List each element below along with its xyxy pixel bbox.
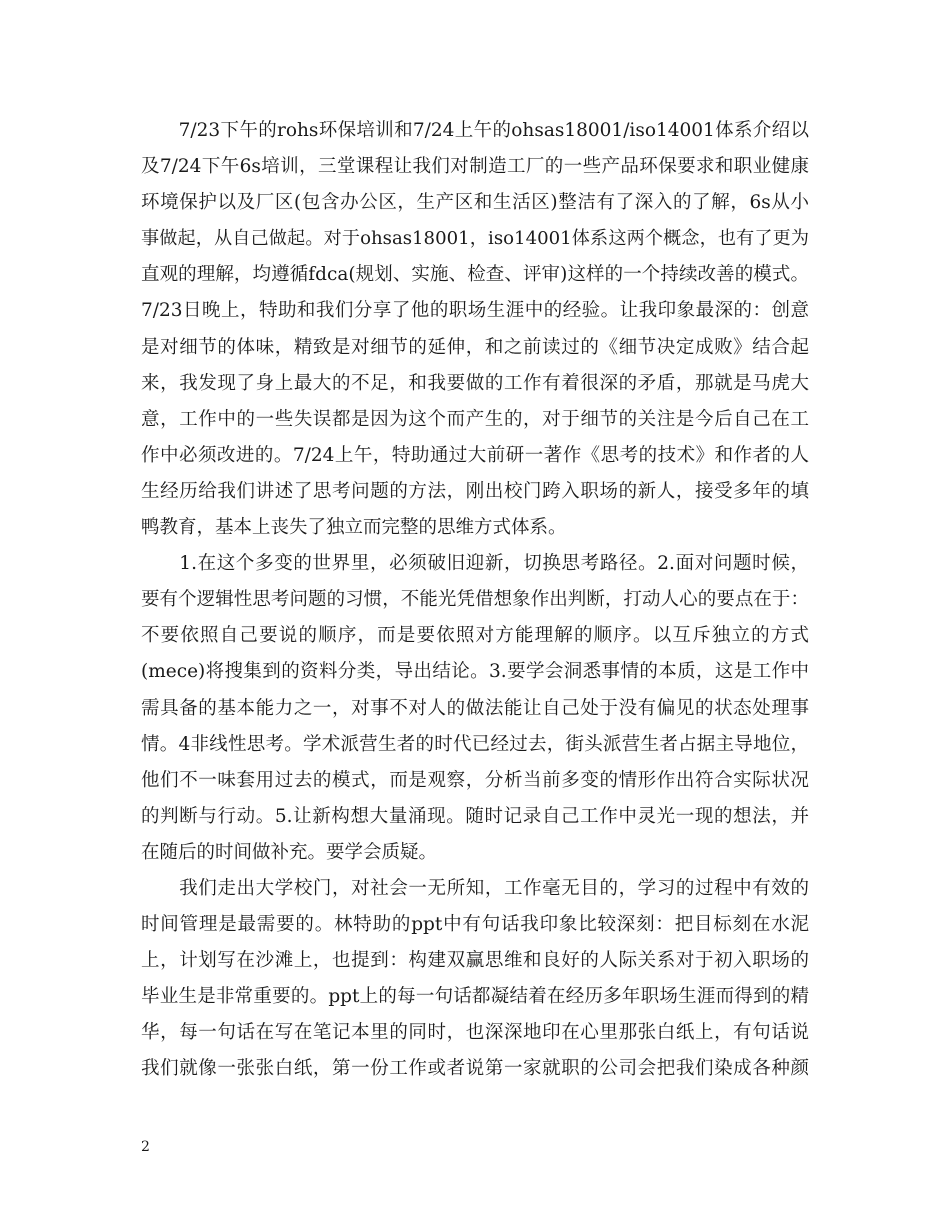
paragraph	[141, 871, 809, 1088]
text-line: 7/23日晚上，特助和我们分享了他的职场生涯中的经验。让我印象最深的：创意	[141, 300, 809, 322]
text-line: 需具备的基本能力之一，对事不对人的做法能让自己处于没有偏见的状态处理事	[141, 697, 809, 719]
page-number: 2	[141, 1139, 150, 1155]
text-line: 情。4非线性思考。学术派营生者的时代已经过去，街头派营生者占据主导地位，	[141, 733, 809, 755]
text-line: 在随后的时间做补充。要学会质疑。	[141, 841, 438, 863]
text-line: 时间管理是最需要的。林特助的ppt中有句话我印象比较深刻：把目标刻在水泥	[141, 914, 809, 936]
paragraph	[141, 113, 809, 546]
text-line: 及7/24下午6s培训，三堂课程让我们对制造工厂的一些产品环保要求和职业健康	[141, 156, 809, 178]
text-line: 我们就像一张张白纸，第一份工作或者说第一家就职的公司会把我们染成各种颜	[141, 1058, 809, 1080]
text-line: 不要依照自己要说的顺序，而是要依照对方能理解的顺序。以互斥独立的方式	[141, 625, 809, 647]
text-line: 作中必须改进的。7/24上午，特助通过大前研一著作《思考的技术》和作者的人	[141, 444, 809, 466]
text-line: 7/23下午的rohs环保培训和7/24上午的ohsas18001/iso14001体系介绍以	[141, 120, 809, 141]
text-line: 的判断与行动。5.让新构想大量涌现。随时记录自己工作中灵光一现的想法，并	[141, 805, 809, 827]
text-line: 上，计划写在沙滩上，也提到：构建双赢思维和良好的人际关系对于初入职场的	[141, 950, 809, 972]
text-line: 是对细节的体味，精致是对细节的延伸，和之前读过的《细节决定成败》结合起	[141, 336, 809, 358]
text-line: 生经历给我们讲述了思考问题的方法，刚出校门跨入职场的新人，接受多年的填	[141, 480, 809, 502]
text-line: 毕业生是非常重要的。ppt上的每一句话都凝结着在经历多年职场生涯而得到的精	[141, 986, 809, 1008]
text-line: 环境保护以及厂区(包含办公区，生产区和生活区)整洁有了深入的了解，6s从小	[141, 192, 809, 214]
text-line: 要有个逻辑性思考问题的习惯，不能光凭借想象作出判断，打动人心的要点在于：	[141, 589, 809, 611]
body-text	[141, 113, 809, 1088]
text-line: 来，我发现了身上最大的不足，和我要做的工作有着很深的矛盾，那就是马虎大	[141, 372, 809, 394]
text-line: 鸭教育，基本上丧失了独立而完整的思维方式体系。	[141, 517, 567, 539]
text-line: (mece)将搜集到的资料分类，导出结论。3.要学会洞悉事情的本质，这是工作中	[141, 661, 809, 683]
text-line: 他们不一味套用过去的模式，而是观察，分析当前多变的情形作出符合实际状况	[141, 769, 809, 791]
paragraph	[141, 546, 809, 871]
text-line: 我们走出大学校门，对社会一无所知，工作毫无目的，学习的过程中有效的	[141, 877, 809, 899]
text-line: 意，工作中的一些失误都是因为这个而产生的，对于细节的关注是今后自己在工	[141, 408, 809, 430]
text-line: 1.在这个多变的世界里，必须破旧迎新，切换思考路径。2.面对问题时候，	[141, 553, 809, 575]
text-line: 直观的理解，均遵循fdca(规划、实施、检查、评审)这样的一个持续改善的模式。	[141, 264, 809, 286]
text-line: 事做起，从自己做起。对于ohsas18001，iso14001体系这两个概念，也有了更为	[141, 228, 809, 250]
text-line: 华，每一句话在写在笔记本里的同时，也深深地印在心里那张白纸上，有句话说	[141, 1022, 809, 1044]
